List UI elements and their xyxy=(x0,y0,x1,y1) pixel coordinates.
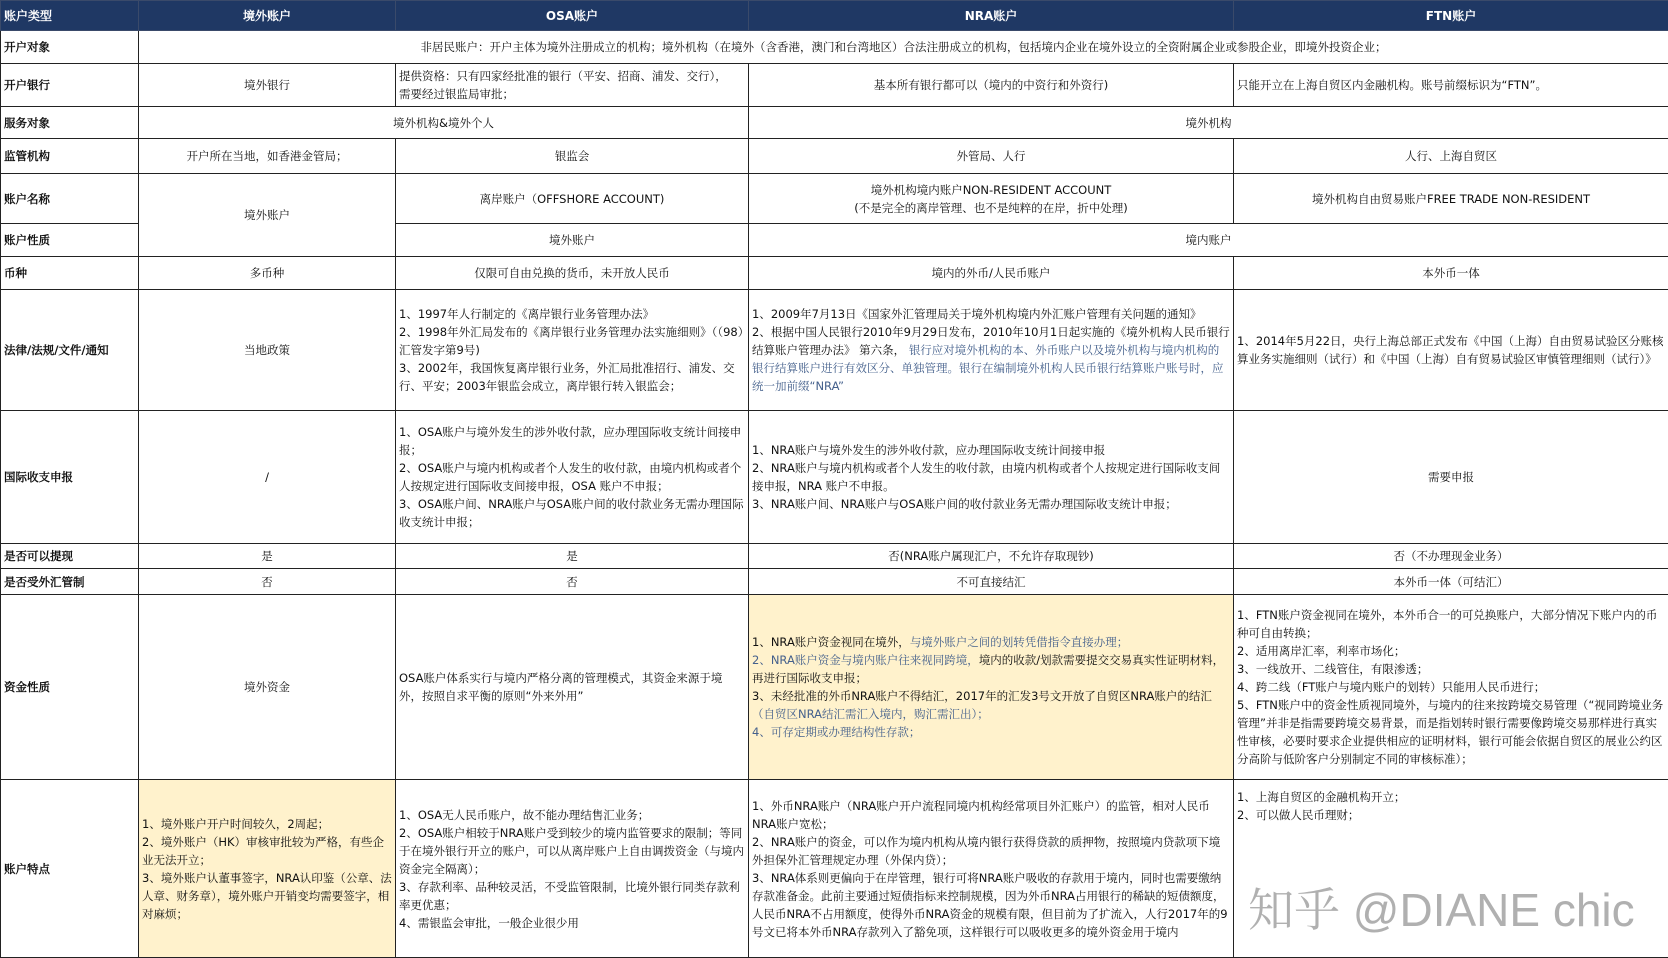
table-row xyxy=(1,569,1668,595)
cell: 境内账户 xyxy=(749,224,1668,257)
line: 3、NRA账户间、NRA账户与OSA账户间的收付款业务无需办理国际收支统计申报； xyxy=(752,497,1177,511)
cell: OSA账户体系实行与境内严格分离的管理模式，其资金来源于境外，按照自求平衡的原则“外来外用” xyxy=(396,595,749,780)
cell xyxy=(749,780,1234,958)
header-ftn: FTN账户 xyxy=(1234,1,1668,31)
line: (不是完全的离岸管理、也不是纯粹的在岸，折中处理) xyxy=(854,200,1128,215)
cell: 仅限可自由兑换的货币，未开放人民币 xyxy=(396,257,749,290)
table-row xyxy=(1,257,1668,290)
header-account-type: 账户类型 xyxy=(1,1,139,31)
table-row xyxy=(1,411,1668,544)
line: 需要经过银监局审批； xyxy=(399,87,514,101)
text: 2、NRA账户资金与境内账户往来视同跨境， xyxy=(752,653,979,667)
line: 提供资格：只有四家经批准的银行（平安、招商、浦发、交行）， xyxy=(399,69,727,83)
cell-highlighted xyxy=(749,595,1234,780)
header-offshore: 境外账户 xyxy=(139,1,396,31)
line: 1、上海自贸区的金融机构开立； xyxy=(1237,790,1406,804)
header-nra: NRA账户 xyxy=(749,1,1234,31)
line: 2、可以做人民币理财； xyxy=(1237,808,1360,822)
row-label: 监管机构 xyxy=(1,139,139,174)
cell: 境外机构自由贸易账户FREE TRADE NON-RESIDENT xyxy=(1234,174,1668,224)
cell: 否(NRA账户属现汇户，不允许存取现钞) xyxy=(749,544,1234,569)
line: 2、OSA账户相较于NRA账户受到较少的境内监管要求的限制；等同于在境外银行开立的账户，可以从离岸账户上自由调拨资金（与境内资金完全隔离）； xyxy=(399,825,744,876)
cell: 人行、上海自贸区 xyxy=(1234,139,1668,174)
line xyxy=(752,633,1230,651)
cell: 是 xyxy=(396,544,749,569)
line: 1、OSA账户与境外发生的涉外收付款，应办理国际收支统计间接申报； xyxy=(399,425,742,457)
row-label: 开户对象 xyxy=(1,31,139,64)
table-row xyxy=(1,544,1668,569)
line: 3、OSA账户间、NRA账户与OSA账户间的收付款业务无需办理国际收支统计申报； xyxy=(399,497,744,529)
row-label: 是否受外汇管制 xyxy=(1,569,139,595)
cell: 是 xyxy=(139,544,396,569)
text: 银行应对境外机构的本、外币账户以及境外机构与境内机构的银行结算账户进行有效区分、单独管理。银行在编制境外机构人民币银行结算账户账号时，应统一加前缀“NRA” xyxy=(752,343,1224,393)
line: 2、OSA账户与境内机构或者个人发生的收付款，由境内机构或者个人按规定进行国际收支间接申报，OSA 账户不申报； xyxy=(399,461,742,493)
row-label: 账户性质 xyxy=(1,224,139,257)
line: 2、1998年外汇局发布的《离岸银行业务管理办法实施细则》（（98）汇管发字第9号) xyxy=(399,325,744,357)
text: 3、未经批准的外币NRA账户不得结汇，2017年的汇发3号文开放了自贸区NRA账户的结汇 xyxy=(752,689,1212,703)
cell: 银监会 xyxy=(396,139,749,174)
line: 3、NRA体系则更偏向于在岸管理，银行可将NRA账户吸收的存款用于境内，同时也需要缴纳存款准备金。此前主要通过短债指标来控制规模，因为外币NRA占用银行的稀缺的短债额度，人民币NRA不占用额度，使得外币NRA资金的规模有限，但目前为了扩流入，人行2017年的9号文已将本外币NRA存款列入了豁免项，这样银行可以吸收更多的境外资金用于境内 xyxy=(752,870,1228,939)
line: 1、1997年人行制定的《离岸银行业务管理办法》 xyxy=(399,307,655,321)
cell: 境内的外币/人民币账户 xyxy=(749,257,1234,290)
cell xyxy=(749,411,1234,544)
line: 1、境外账户开户时间较久，2周起； xyxy=(142,816,330,831)
cell: 基本所有银行都可以（境内的中资行和外资行) xyxy=(749,64,1234,107)
line: 4、可存定期或办理结构性存款； xyxy=(752,725,921,739)
cell: 1、2014年5月22日，央行上海总部正式发布《中国（上海）自由贸易试验区分账核算业务实施细则（试行）和《中国（上海）自有贸易试验区审慎管理细则（试行）》 xyxy=(1234,290,1668,411)
cell: 外管局、人行 xyxy=(749,139,1234,174)
cell: 境外银行 xyxy=(139,64,396,107)
line: 3、一线放开、二线管住，有限渗透； xyxy=(1237,662,1429,676)
row-label: 账户名称 xyxy=(1,174,139,224)
line xyxy=(752,651,1230,687)
line xyxy=(752,323,1230,395)
cell-highlighted xyxy=(139,780,396,958)
table-row xyxy=(1,139,1668,174)
text: （自贸区NRA结汇需汇入境内，购汇需汇出）； xyxy=(752,707,989,721)
line: 1、外币NRA账户（NRA账户开户流程同境内机构经常项目外汇账户）的监管，相对人民币NRA账户宽松； xyxy=(752,798,1210,831)
cell: 离岸账户（OFFSHORE ACCOUNT) xyxy=(396,174,749,224)
row-label: 是否可以提现 xyxy=(1,544,139,569)
row-label: 国际收支申报 xyxy=(1,411,139,544)
line: 1、FTN账户资金视同在境外，本外币合一的可兑换账户，大部分情况下账户内的币种可自由转换； xyxy=(1237,608,1658,640)
cell: 不可直接结汇 xyxy=(749,569,1234,595)
cell: 境外机构 xyxy=(749,107,1668,139)
cell: 非居民账户：开户主体为境外注册成立的机构；境外机构（在境外（含香港，澳门和台湾地区）合法注册成立的机构，包括境内企业在境外设立的全资附属企业或参股企业，即境外投资企业； xyxy=(139,31,1668,64)
cell xyxy=(396,290,749,411)
line: 3、2002年，我国恢复离岸银行业务，外汇局批准招行、浦发、交行、平安；2003年银监会成立，离岸银行转入银监会； xyxy=(399,361,735,393)
line: 1、OSA无人民币账户，故不能办理结售汇业务； xyxy=(399,807,650,822)
text: 1、NRA账户资金视同在境外， xyxy=(752,635,910,649)
cell: 境外资金 xyxy=(139,595,396,780)
row-label: 币种 xyxy=(1,257,139,290)
cell: 多币种 xyxy=(139,257,396,290)
table-row xyxy=(1,174,1668,224)
table-row xyxy=(1,290,1668,411)
cell: 境外账户 xyxy=(139,174,396,257)
line: 3、存款利率、品种较灵活，不受监管限制，比境外银行同类存款利率更优惠； xyxy=(399,879,740,912)
row-label: 资金性质 xyxy=(1,595,139,780)
line: 2、NRA账户与境内机构或者个人发生的收付款，由境内机构或者个人按规定进行国际收支间接申报，NRA 账户不申报。 xyxy=(752,461,1221,493)
line: 2、NRA账户的资金，可以作为境内机构从境内银行获得贷款的质押物，按照境内贷款项下境外担保外汇管理规定办理（外保内贷）； xyxy=(752,834,1221,867)
cell xyxy=(749,174,1234,224)
table-row xyxy=(1,107,1668,139)
line: 1、NRA账户与境外发生的涉外收付款，应办理国际收支统计间接申报 xyxy=(752,443,1106,457)
cell: 本外币一体（可结汇） xyxy=(1234,569,1668,595)
line: 5、FTN账户中的资金性质视同境外，与境内的往来按跨境交易管理（“视同跨境业务管理”并非是指需要跨境交易背景，而是指划转时银行需要像跨境交易那样进行真实性审核，必要时要求企业提供相应的证明材料，银行可能会依据自贸区的展业公约区分高阶与低阶客户分别制定不同的审核标准）； xyxy=(1237,698,1664,766)
text: 境内的收款/划款需要提交交易真实性证明材料，再进行国际收支申报； xyxy=(752,653,1225,685)
cell: 境外账户 xyxy=(396,224,749,257)
line: 4、跨二线（FT账户与境内账户的划转）只能用人民币进行； xyxy=(1237,680,1546,694)
cell: / xyxy=(139,411,396,544)
row-label: 法律/法规/文件/通知 xyxy=(1,290,139,411)
line xyxy=(752,687,1230,723)
cell: 否 xyxy=(396,569,749,595)
row-label: 账户特点 xyxy=(1,780,139,958)
text: 2、根据中国人民银行2010年9月29日发布，2010年10月1日起实施的《境外机构人民币银行结算账户管理办法》 第六条， xyxy=(752,325,1230,357)
line: 2、适用离岸汇率，利率市场化； xyxy=(1237,644,1406,658)
line: 4、需银监会审批，一般企业很少用 xyxy=(399,915,579,930)
line: 3、境外账户认董事签字，NRA认印鉴（公章、法人章、财务章），境外账户开销变均需要签字，相对麻烦； xyxy=(142,870,392,921)
table-row xyxy=(1,64,1668,107)
cell xyxy=(749,290,1234,411)
cell xyxy=(396,411,749,544)
table-row xyxy=(1,595,1668,780)
cell: 当地政策 xyxy=(139,290,396,411)
header-row xyxy=(1,1,1668,31)
cell xyxy=(396,64,749,107)
line: 境外机构境内账户NON-RESIDENT ACCOUNT xyxy=(870,182,1112,197)
cell: 境外机构&境外个人 xyxy=(139,107,749,139)
cell: 只能开立在上海自贸区内金融机构。账号前缀标识为“FTN”。 xyxy=(1234,64,1668,107)
row-label: 服务对象 xyxy=(1,107,139,139)
line: 1、2009年7月13日《国家外汇管理局关于境外机构境内外汇账户管理有关问题的通知》 xyxy=(752,307,1202,321)
row-label: 开户银行 xyxy=(1,64,139,107)
cell xyxy=(1234,595,1668,780)
watermark: 知乎 @DIANE chic xyxy=(1248,884,1635,936)
cell: 本外币一体 xyxy=(1234,257,1668,290)
line: 2、境外账户（HK）审核审批较为严格，有些企业无法开立； xyxy=(142,834,385,867)
text: 与境外账户之间的划转凭借指令直接办理； xyxy=(909,635,1129,649)
cell: 需要申报 xyxy=(1234,411,1668,544)
table-row xyxy=(1,31,1668,64)
cell: 开户所在当地，如香港金管局； xyxy=(139,139,396,174)
header-osa: OSA账户 xyxy=(396,1,749,31)
cell: 否 xyxy=(139,569,396,595)
cell: 否（不办理现金业务） xyxy=(1234,544,1668,569)
cell xyxy=(396,780,749,958)
